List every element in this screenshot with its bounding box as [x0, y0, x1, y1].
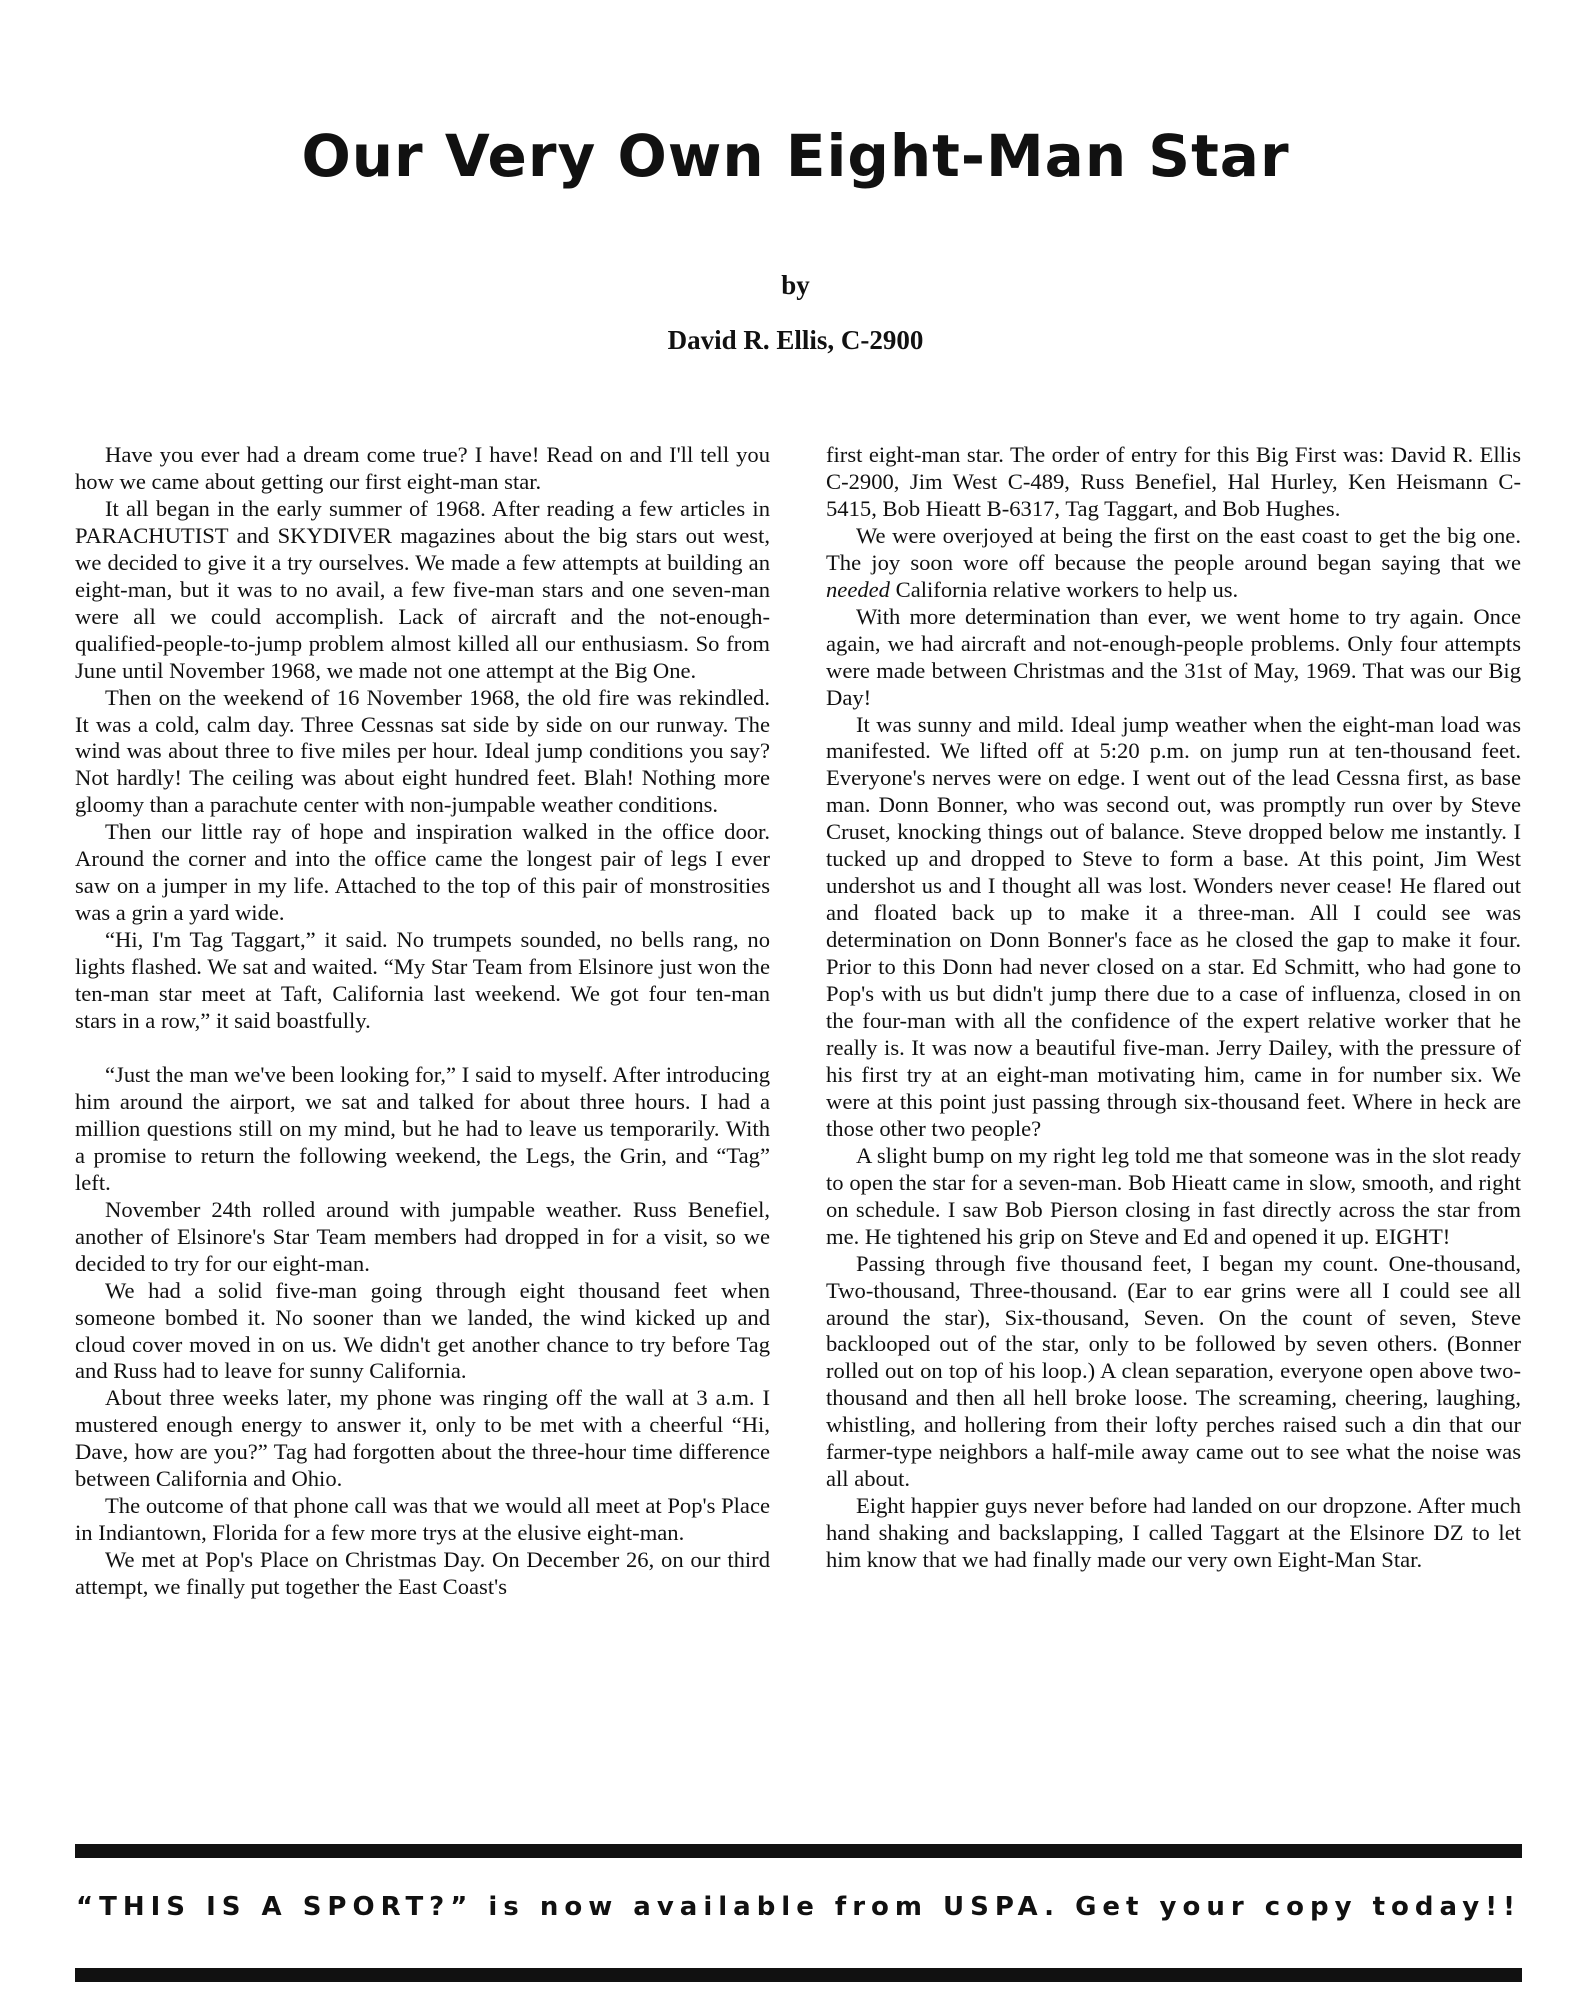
- paragraph: [826, 523, 1521, 604]
- paragraph: We had a solid five-man going through eight thousand feet when someone bombed it. No sooner than we landed, the wind kicked up and cloud cover moved in on us. We didn't get another chance to try before Tag and Russ had to leave for sunny California.: [75, 1277, 770, 1384]
- paragraph: Then our little ray of hope and inspiration walked in the office door. Around the corner and into the office came the longest pair of legs I ever saw on a jumper in my life. Attached to the top of this pair of monstrosities was a grin a yard wide.: [75, 819, 770, 926]
- paragraph: Eight happier guys never before had landed on our dropzone. After much hand shaking and backslapping, I called Taggart at the Elsinore DZ to let him know that we had finally made our very own Eight-Man Star.: [826, 1493, 1521, 1573]
- paragraph: Then on the weekend of 16 November 1968, the old fire was rekindled. It was a cold, calm day. Three Cessnas sat side by side on our runway. The wind was about three to five miles per hour. Ideal jump conditions you say? Not hardly! The ceiling was about eight hundred feet. Blah! Nothing more gloomy than a parachute center with non-jumpable weather conditions.: [75, 684, 770, 818]
- paragraph: “Just the man we've been looking for,” I said to myself. After introducing him around the airport, we sat and talked for about three hours. I had a million questions still on my mind, but he had to leave us temporarily. With a promise to return the following weekend, the Legs, the Grin, and “Tag” left.: [75, 1061, 770, 1195]
- paragraph: Passing through five thousand feet, I began my count. One-thousand, Two-thousand, Three-thousand. (Ear to ear grins were all I could see all around the star), Six-thousand, Seven. On the count of seven, Steve backlooped out of the star, only to be followed by seven others. (Bonner rolled out on top of his loop.) A clean separation, everyone open above two-thousand and then all hell broke loose. The screaming, cheering, laughing, whistling, and hollering from their lofty perches raised such a din that our farmer-type neighbors a half-mile away came out to see what the noise was all about.: [826, 1250, 1521, 1492]
- paragraph: About three weeks later, my phone was ringing off the wall at 3 a.m. I mustered enough energy to answer it, only to be met with a cheerful “Hi, Dave, how are you?” Tag had forgotten about the three-hour time difference between California and Ohio.: [75, 1385, 770, 1492]
- paragraph: A slight bump on my right leg told me that someone was in the slot ready to open the star for a seven-man. Bob Hieatt came in slow, smooth, and right on schedule. I saw Bob Pierson closing in fast directly across the star from me. He tightened his grip on Steve and Ed and opened it up. EIGHT!: [826, 1142, 1521, 1249]
- text-run: California relative workers to help us.: [895, 576, 1239, 602]
- divider-rule-top: [75, 1844, 1522, 1858]
- paragraph: first eight-man star. The order of entry for this Big First was: David R. Ellis C-2900, Jim West C-489, Russ Benefiel, Hal Hurley, Ken Heismann C-5415, Bob Hieatt B-6317, Tag Taggart, and Bob Hughes.: [826, 442, 1521, 521]
- text-run: We were overjoyed at being the first on the east coast to get the big one. The joy soon wore off because the people around began saying that we: [826, 522, 1521, 575]
- divider-rule-bottom: [75, 1968, 1522, 1982]
- paragraph: The outcome of that phone call was that we would all meet at Pop's Place in Indiantown, Florida for a few more trys at the elusive eight-man.: [75, 1493, 770, 1546]
- paragraph: Have you ever had a dream come true? I have! Read on and I'll tell you how we came about getting our first eight-man star.: [75, 442, 770, 494]
- article-title: Our Very Own Eight-Man Star: [301, 122, 1290, 190]
- paragraph: It was sunny and mild. Ideal jump weather when the eight-man load was manifested. We lifted off at 5:20 p.m. on jump run at ten-thousand feet. Everyone's nerves were on edge. I went out of the lead Cessna first, as base man. Donn Bonner, who was second out, was promptly run over by Steve Cruset, knocking things out of balance. Steve dropped below me instantly. I tucked up and dropped to Steve to form a base. At this point, Jim West undershot us and I thought all was lost. Wonders never cease! He flared out and floated back up to make it a three-man. All I could see was determination on Donn Bonner's face as he closed the gap to make it four. Prior to this Donn had never closed on a star. Ed Schmitt, who had gone to Pop's with us but didn't jump there due to a case of influenza, closed in on the four-man with all the confidence of the expert relative worker that he really is. It was now a beautiful five-man. Jerry Dailey, with the pressure of his first try at an eight-man motivating him, came in for number six. We were at this point just passing through six-thousand feet. Where in heck are those other two people?: [826, 711, 1521, 1141]
- paragraph: November 24th rolled around with jumpable weather. Russ Benefiel, another of Elsinore's Star Team members had dropped in for a visit, so we decided to try for our eight-man.: [75, 1196, 770, 1276]
- left-column: [75, 442, 770, 1601]
- byline-author: David R. Ellis, C-2900: [667, 325, 924, 355]
- paragraph: It all began in the early summer of 1968. After reading a few articles in PARACHUTIST and SKYDIVER magazines about the big stars out west, we decided to give it a try ourselves. We made a few attempts at building an eight-man, but it was to no avail, a few five-man stars and one seven-man were all we could accomplish. Lack of aircraft and the not-enough-qualified-people-to-jump problem almost killed all our enthusiasm. So from June until November 1968, we made not one attempt at the Big One.: [75, 495, 770, 683]
- paragraph: With more determination than ever, we went home to try again. Once again, we had aircraft and not-enough-people problems. Only four attempts were made between Christmas and the 31st of May, 1969. That was our Big Day!: [826, 603, 1521, 710]
- right-column: [826, 442, 1521, 1574]
- paragraph: “Hi, I'm Tag Taggart,” it said. No trumpets sounded, no bells rang, no lights flashed. We sat and waited. “My Star Team from Elsinore just won the ten-man star meet at Taft, California last weekend. We got four ten-man stars in a row,” it said boastfully.: [75, 927, 770, 1034]
- promo-banner: “THIS IS A SPORT?” is now available from USPA. Get your copy today!!: [76, 1892, 1521, 1922]
- emphasized-word: needed: [826, 576, 890, 602]
- paragraph: We met at Pop's Place on Christmas Day. On December 26, on our third attempt, we finally put together the East Coast's: [75, 1547, 770, 1600]
- byline-by: by: [781, 270, 810, 300]
